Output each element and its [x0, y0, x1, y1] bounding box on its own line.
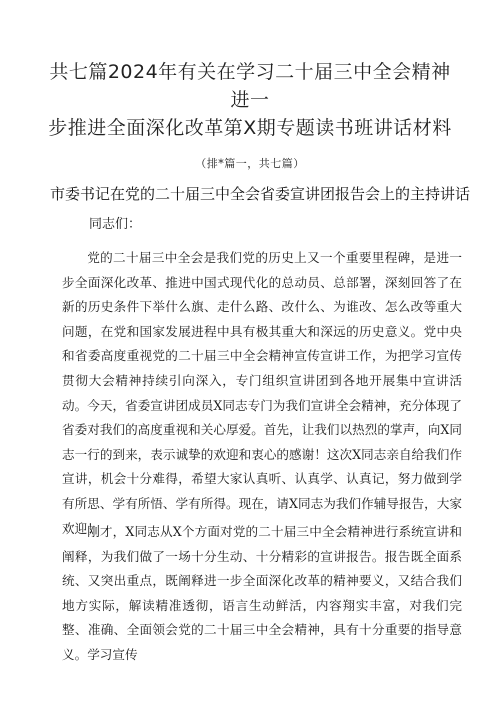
section-heading: 市委书记在党的二十届三中全会省委宣讲团报告会上的主持讲话 — [49, 185, 470, 203]
subtitle-note: （排*篇一，共七篇） — [195, 157, 305, 170]
greeting: 同志们： — [89, 217, 142, 232]
body-paragraph-2: 刚才，X同志从X个方面对党的二十届三中全会精神进行系统宣讲和阐释，为我们做了一场十分生动、十分精彩的宣讲报告。报告既全面系统、又突出重点，既阐释进一步全面深化改革的精神要义，又结合我们地方实际，解读精准透彻，语言生动鲜活，内容翔实丰富，对我们完整、准确、全面领会党的二十届三中全会精神，具有十分重要的指导意义。学习宣传 — [62, 524, 462, 662]
document-title-line-2: 步推进全面深化改革第X期专题读书班讲话材料 — [48, 117, 452, 139]
document-title — [46, 58, 454, 142]
body-paragraph-1: 党的二十届三中全会是我们党的历史上又一个重要里程碑，是进一步全面深化改革、推进中国式现代化的总动员、总部署，深刻回答了在新的历史条件下举什么旗、走什么路、改什么、为谁改、怎么改等重大问题，在党和国家发展进程中具有极其重大和深远的历史意义。党中央和省委高度重视党的二十届三中全会精神宣传宣讲工作，为把学习宣传贯彻大会精神持续引向深入，专门组织宣讲团到各地开展集中宣讲活动。今天，省委宣讲团成员X同志专门为我们宣讲全会精神，充分体现了省委对我们的高度重视和关心厚爱。首先，让我们以热烈的掌声，向X同志一行的到来，表示诚挚的欢迎和衷心的感谢！这次X同志亲自给我们作宣讲，机会十分难得，希望大家认真听、认真学、认真记，努力做到学有所思、学有所悟、学有所得。现在，请X同志为我们作辅导报告，大家欢迎！ — [62, 250, 462, 536]
document-title-line-1: 共七篇2024年有关在学习二十届三中全会精神进一 — [49, 61, 451, 111]
